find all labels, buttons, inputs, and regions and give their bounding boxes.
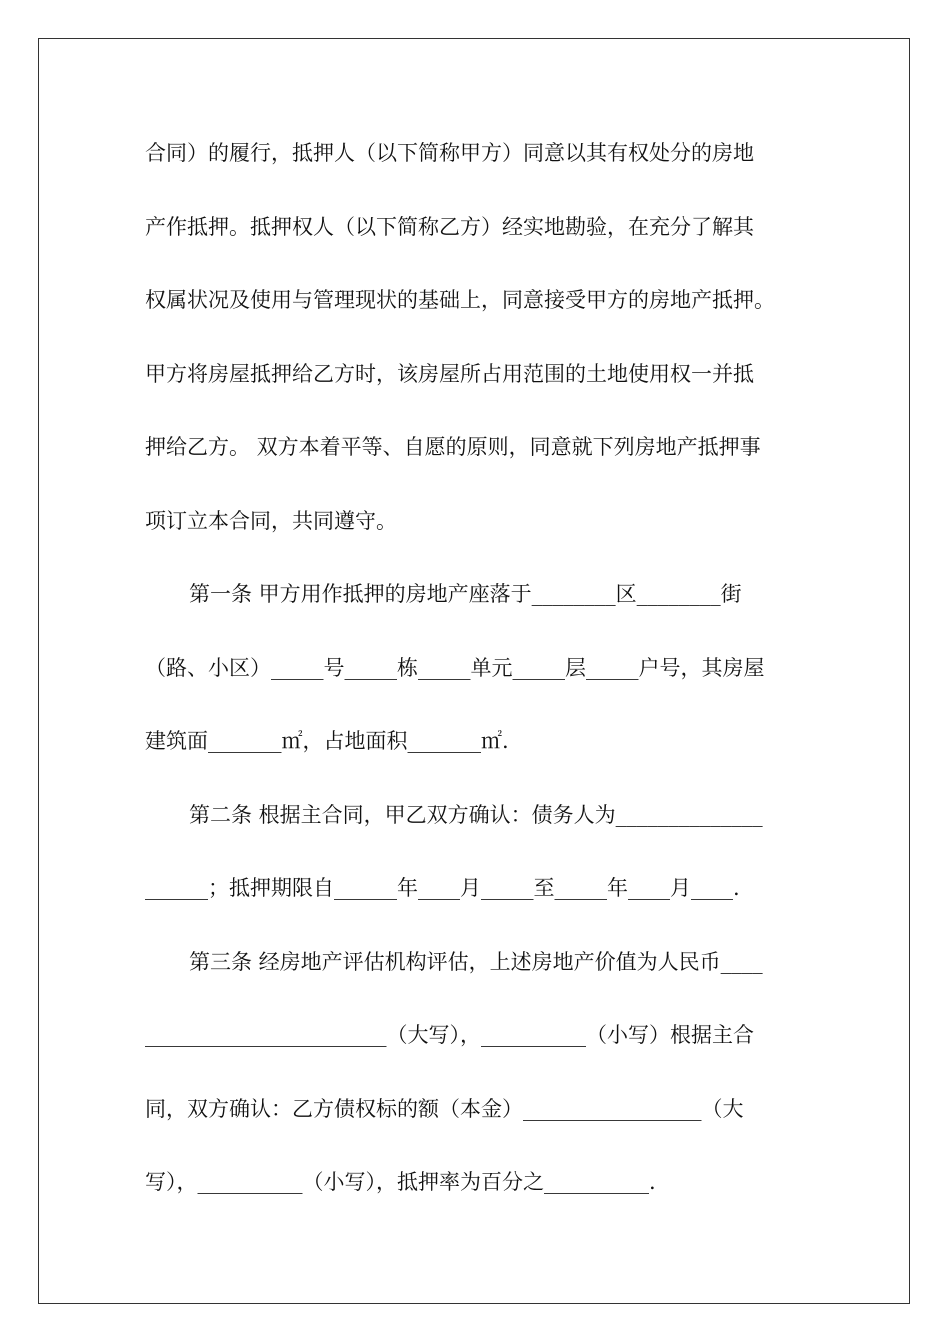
article-3-line-4: 写），__________（小写），抵押率为百分之__________. [145,1170,656,1194]
intro-line-4: 甲方将房屋抵押给乙方时，该房屋所占用范围的土地使用权一并抵 [145,361,754,386]
intro-line-6: 项订立本合同，共同遵守。 [145,508,397,533]
contract-body [145,127,807,1230]
article-2-line-1: 第二条 根据主合同，甲乙双方确认：债务人为______________ [189,802,763,827]
article-3-line-2: _______________________（大写），__________（小写）根据主合 [145,1023,754,1047]
article-1-line-2: （路、小区）_____号_____栋_____单元_____层_____户号，其房屋 [145,655,765,680]
intro-line-5: 押给乙方。 双方本着平等、自愿的原则，同意就下列房地产抵押事 [145,435,761,459]
intro-line-2: 产作抵押。抵押权人（以下简称乙方）经实地勘验，在充分了解其 [145,214,754,239]
intro-line-3: 权属状况及使用与管理现状的基础上，同意接受甲方的房地产抵押。 [145,288,775,312]
article-3-line-1: 第三条 经房地产评估机构评估，上述房地产价值为人民币____ [189,949,763,974]
article-1-line-3: 建筑面_______㎡，占地面积_______㎡. [145,729,509,753]
article-1-line-1: 第一条 甲方用作抵押的房地产座落于________区________街 [189,582,742,606]
article-2-line-2: ______；抵押期限自______年____月_____至_____年____月____. [145,876,740,900]
article-3-line-3: 同，双方确认：乙方债权标的额（本金）_________________（大 [145,1096,744,1121]
intro-line-1: 合同）的履行，抵押人（以下简称甲方）同意以其有权处分的房地 [145,141,754,165]
